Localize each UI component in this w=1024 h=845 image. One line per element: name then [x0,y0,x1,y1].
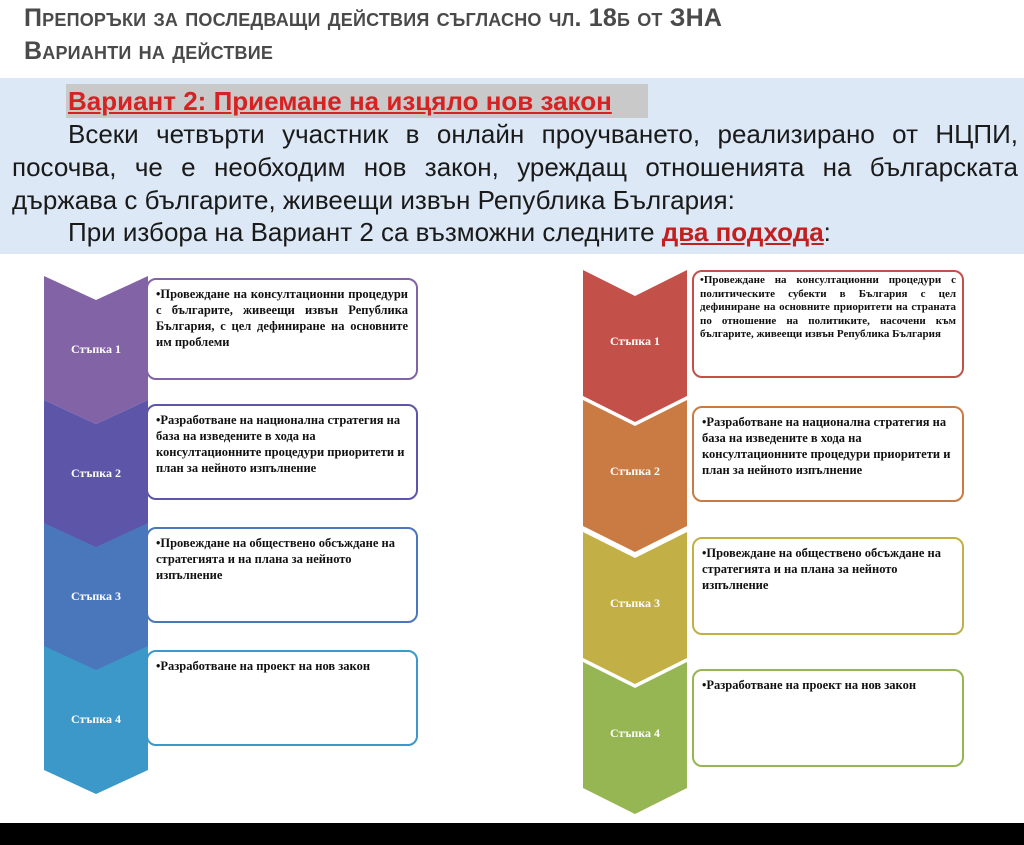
step-label: Стъпка 2 [70,466,122,480]
step-description-box [692,669,964,767]
step-description-text: •Провеждане на консултационни процедури с българите, живеещи извън Република България, с цел дефиниране на основните им проблеми [156,287,408,349]
step-description-box [692,406,964,502]
step-description-text: •Провеждане на обществено обсъждане на стратегията и на плана за нейното изпълнение [702,546,941,592]
step-label: Стъпка 4 [609,726,661,740]
step-description-box [692,537,964,635]
step-description-box [146,527,418,623]
approach-line [68,217,831,248]
bottom-bar [0,823,1024,845]
step-label: Стъпка 1 [609,334,661,348]
page-subtitle: Варианти на действие [24,37,274,65]
step-description-text: •Разработване на национална стратегия на база на изведените в хода на консултационните процедури приоритети и план за нейното изпълнение [702,415,951,477]
step-description-text: •Разработване на проект на нов закон [702,678,917,692]
step-label: Стъпка 1 [70,342,122,356]
intro-paragraph: Всеки четвърти участник в онлайн проучването, реализирано от НЦПИ, посочва, че е необходим нов закон, уреждащ отношенията на българската държава с българите, живеещи извън Република България: [12,119,1018,215]
step-label: Стъпка 3 [609,596,661,610]
approach-emphasis: два подхода [661,217,824,247]
step-description-box [146,278,418,380]
step-description-text: •Разработване на проект на нов закон [156,659,371,673]
step-label: Стъпка 4 [70,712,122,726]
variant-heading: Вариант 2: Приемане на изцяло нов закон [68,86,612,116]
approach-suffix: : [823,217,831,247]
step-label: Стъпка 2 [609,464,661,478]
approach-prefix: При избора на Вариант 2 са възможни следните [68,217,662,247]
page-title: Препоръки за последващи действия съгласно чл. 18б от ЗНА [24,4,723,32]
step-description-text: •Разработване на национална стратегия на база на изведените в хода на консултационните процедури приоритети и план за нейното изпълнение [156,413,405,475]
step-description-text: •Провеждане на обществено обсъждане на стратегията и на плана за нейното изпълнение [156,536,395,582]
step-description-box [146,404,418,500]
step-label: Стъпка 3 [70,589,122,603]
step-description-text: •Провеждане на консултационни процедури с политическите субекти в България с цел дефиниране на основните приоритети на страната по отношение на политиките, насочени към българите, живеещи извън Република България [700,274,956,340]
step-description-box [692,270,964,378]
step-description-box [146,650,418,746]
